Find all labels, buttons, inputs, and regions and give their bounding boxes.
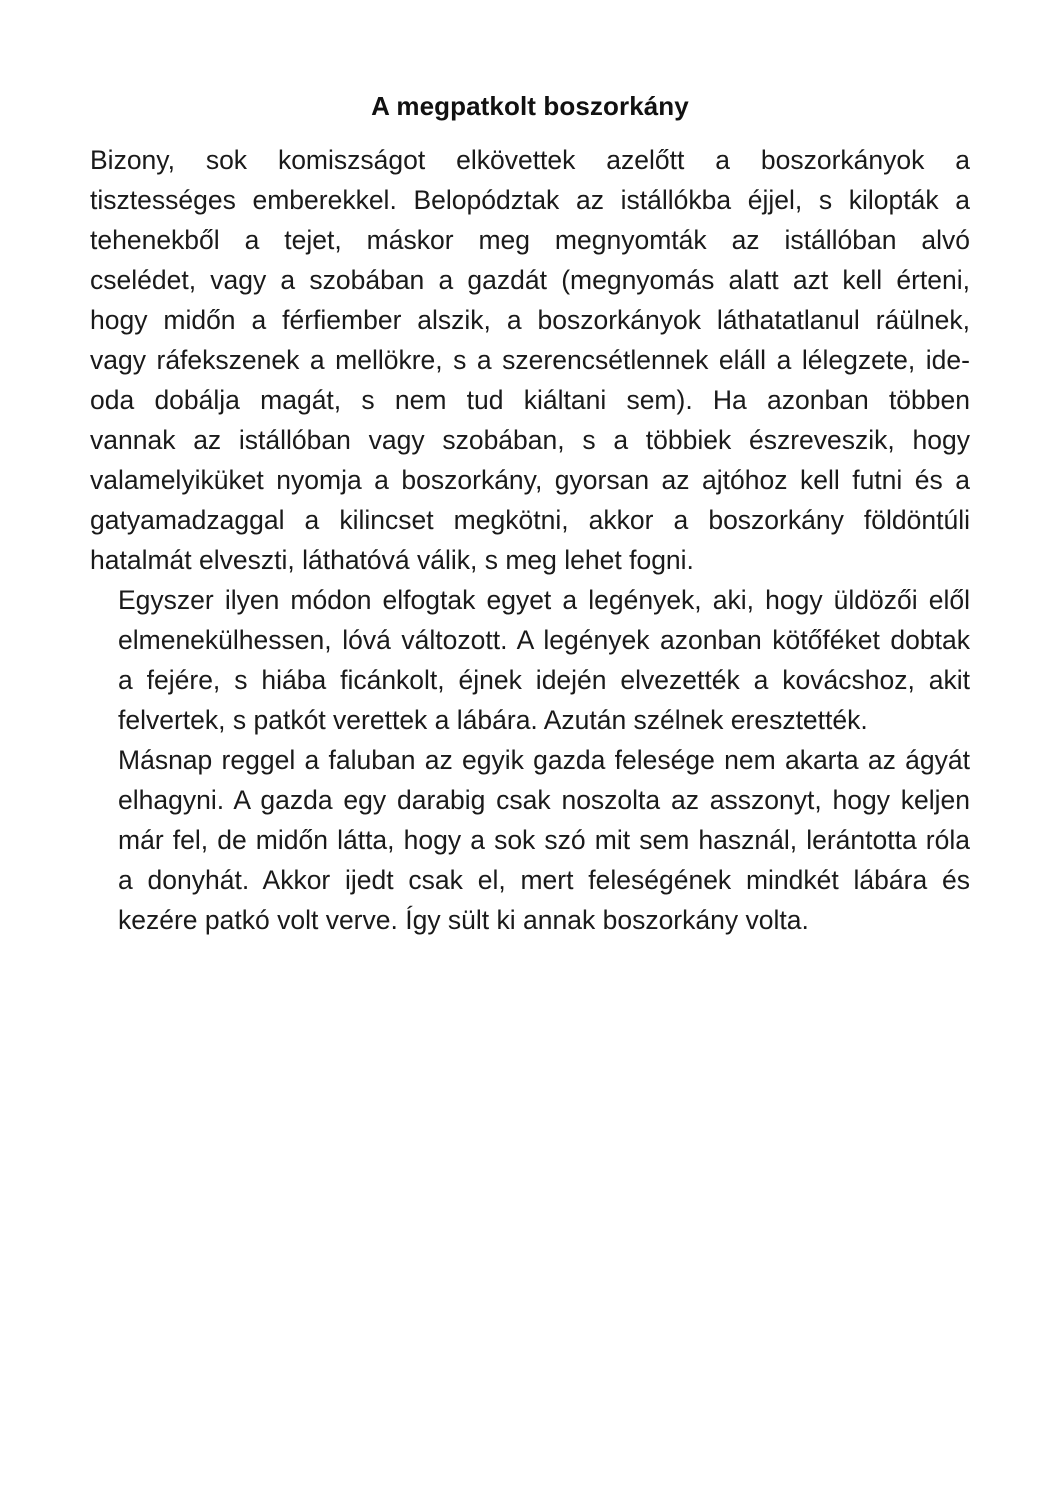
- text-line: már fel, de midőn látta, hogy a sok szó mit sem használ, lerántotta róla: [118, 825, 970, 855]
- paragraph-3: [90, 740, 970, 940]
- document-body: [90, 140, 970, 940]
- text-line: oda dobálja magát, s nem tud kiáltani sem). Ha azonban többen: [90, 385, 970, 415]
- text-line: tisztességes emberekkel. Belopództak az istállókba éjjel, s kilopták a: [90, 185, 970, 215]
- text-line: cselédet, vagy a szobában a gazdát (megnyomás alatt azt kell érteni,: [90, 265, 970, 295]
- text-line: elhagyni. A gazda egy darabig csak noszolta az asszonyt, hogy keljen: [118, 785, 970, 815]
- text-line: gatyamadzaggal a kilincset megkötni, akkor a boszorkány földöntúli: [90, 505, 970, 535]
- text-line: vannak az istállóban vagy szobában, s a többiek észreveszik, hogy: [90, 425, 970, 455]
- text-line: kezére patkó volt verve. Így sült ki annak boszorkány volta.: [118, 905, 809, 935]
- paragraph-2: [90, 580, 970, 740]
- text-line: hatalmát elveszti, láthatóvá válik, s meg lehet fogni.: [90, 545, 694, 575]
- text-line: a donyhát. Akkor ijedt csak el, mert feleségének mindkét lábára és: [118, 865, 970, 895]
- text-line: felvertek, s patkót verettek a lábára. Azután szélnek eresztették.: [118, 705, 868, 735]
- text-line: Egyszer ilyen módon elfogtak egyet a legények, aki, hogy üldözői elől: [118, 585, 970, 615]
- text-line: hogy midőn a férfiember alszik, a boszorkányok láthatatlanul ráülnek,: [90, 305, 970, 335]
- text-line: Bizony, sok komiszságot elkövettek azelőtt a boszorkányok a: [90, 145, 970, 175]
- text-line: a fejére, s hiába ficánkolt, éjnek idején elvezették a kovácshoz, akit: [118, 665, 970, 695]
- page-title: A megpatkolt boszorkány: [371, 91, 689, 122]
- text-line: vagy ráfekszenek a mellökre, s a szerencsétlennek eláll a lélegzete, ide-: [90, 345, 970, 375]
- text-line: tehenekből a tejet, máskor meg megnyomták az istállóban alvó: [90, 225, 970, 255]
- paragraph-1: [90, 140, 970, 580]
- text-line: elmenekülhessen, lóvá változott. A legények azonban kötőféket dobtak: [118, 625, 970, 655]
- text-line: valamelyiküket nyomja a boszorkány, gyorsan az ajtóhoz kell futni és a: [90, 465, 970, 495]
- text-line: Másnap reggel a faluban az egyik gazda felesége nem akarta az ágyát: [118, 745, 970, 775]
